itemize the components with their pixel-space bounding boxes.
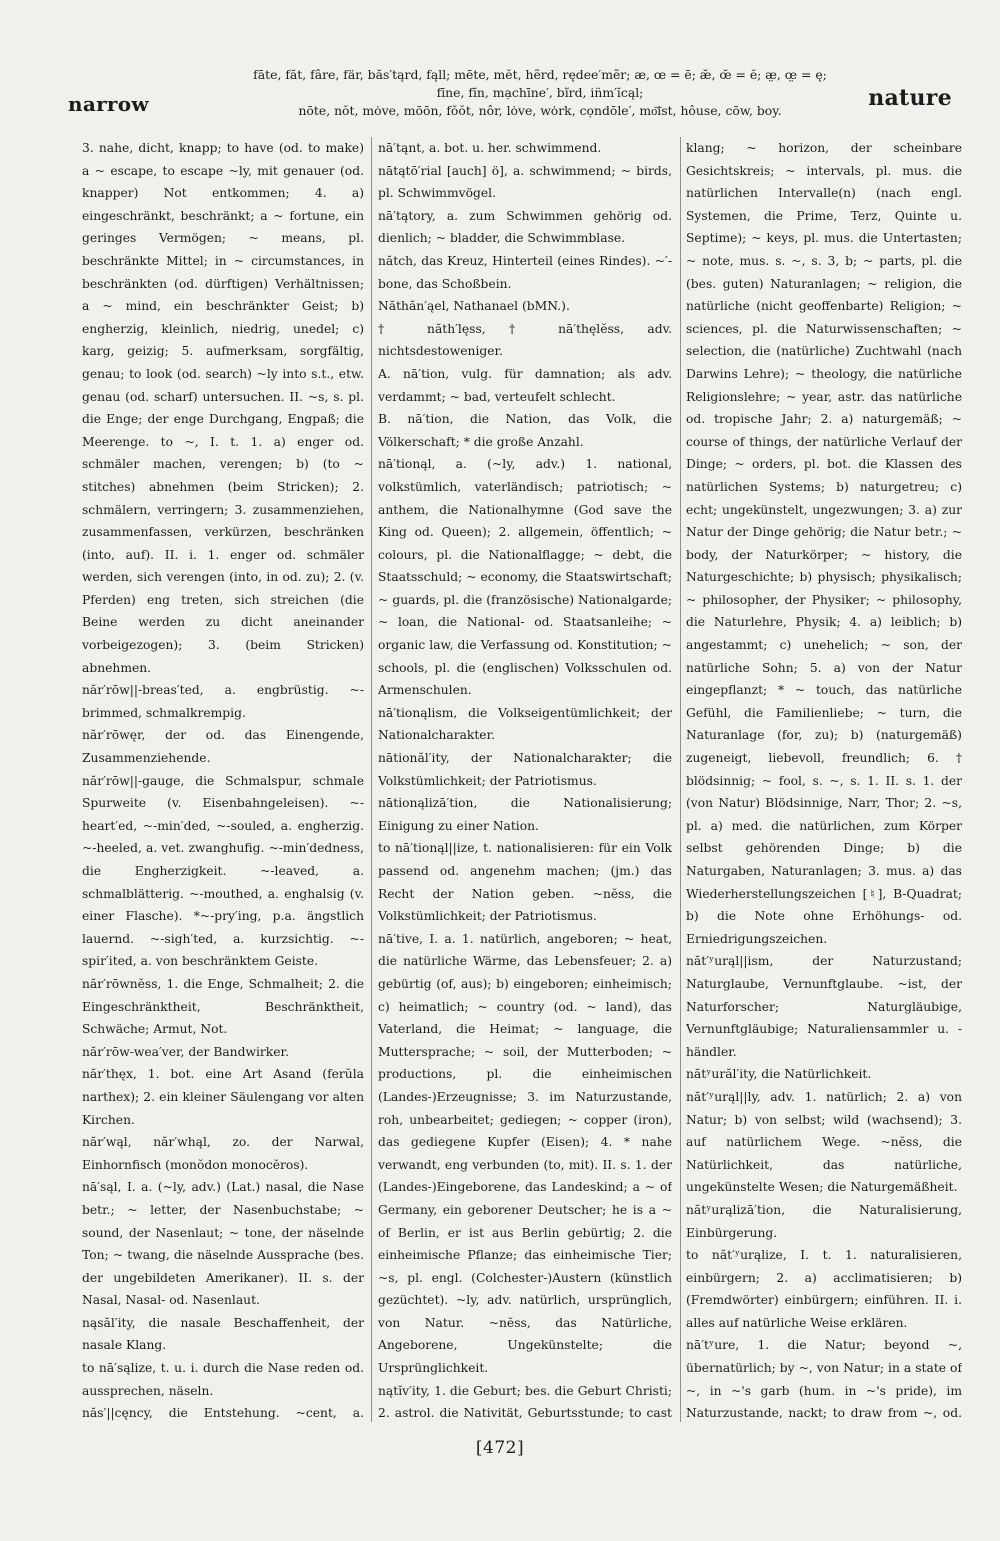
entry: năr′thęx, 1. bot. eine Art Asand (ferŭla narthex); 2. ein kleiner Säulengang vor alten Kirchen. <box>82 1067 364 1127</box>
column-left <box>82 137 364 1427</box>
entry: to nā′tionąl||ize, t. nationalisieren: für ein Volk passend od. angenehm machen; (jm.) das Recht der Nation geben. ~nĕss, die Volkstümlichkeit; der Patriotismus. <box>378 841 672 924</box>
pronunciation-key-line-1: fāte, făt, fâre, fär, băs′tąrd, fąll; mēte, mĕt, hẽrd, rędee′mẽr; æ, œ = ē; æ̆, œ̆ = ĕ; æ̤, œ̤ = ę; <box>253 67 827 82</box>
entry: 3. nahe, dicht, knapp; to have (od. to make) a ~ escape, to escape ~ly, mit genauer (od. knapper) Not entkommen; 4. a) eingeschränkt, beschränkt; a ~ fortune, ein geringes Vermögen; ~ means, pl. beschränkte Mittel; in ~ circumstances, in beschränkten (od. dürftigen) Verhältnissen; a ~ mind, ein beschränkter Geist; b) engherzig, kleinlich, niedrig, unedel; c) karg, geizig; 5. aufmerksam, sorgfältig, genau; to look (od. search) ~ly into s.t., etw. genau (od. scharf) untersuchen. II. ~s, s. pl. die Enge; der enge Durchgang, Engpaß; die Meerenge. to ~, I. t. 1. a) enger od. schmäler machen, verengen; b) (to ~ stitches) abnehmen (beim Stricken); 2. schmälern, verringern; 3. zusammenziehen, zusammenfassen, verkürzen, beschränken (into, auf). II. i. 1. enger od. schmäler werden, sich verengen (into, in od. zu); 2. (v. Pferden) eng treten, sich streichen (die Beine werden zu dicht aneinander vorbeigezogen); 3. (beim Stricken) abnehmen. <box>82 141 364 675</box>
entry: nātionăl′ity, der Nationalcharakter; die Volkstümlichkeit; der Patriotismus. <box>378 751 672 788</box>
entry: A. nā′tion, vulg. für damnation; als adv. verdammt; ~ bad, verteufelt schlecht. <box>378 366 672 404</box>
entry: nătʸurăl′ity, die Natürlichkeit. <box>686 1067 872 1082</box>
column-right <box>686 137 962 1427</box>
entry: nā′tʸure, 1. die Natur; beyond ~, übernatürlich; by ~, von Natur; in a state of ~, in ~'s garb (hum. in ~'s pride), im Naturzustande, nackt; to draw from ~, od. <box>686 1338 962 1421</box>
entry: nā′tątory, a. zum Schwimmen gehörig od. dienlich; ~ bladder, die Schwimmblase. <box>378 208 672 246</box>
entry: nątĭv′ity, 1. die Geburt; bes. die Geburt Christi; 2. astrol. die Nativität, Geburtsstunde; to cast <box>378 1383 672 1421</box>
entry: năr′rōwęr, der od. das Einengende, Zusammenziehende. <box>82 728 364 766</box>
entry: klang; ~ horizon, der scheinbare Gesichtskreis; ~ intervals, pl. mus. die natürlichen Intervalle(n) (nach engl. Systemen, die Prime, Terz, Quinte u. Septime); ~ keys, pl. mus. die Untertasten; ~ note, mus. s. ~, s. 3, b; ~ parts, pl. die (bes. guten) Naturanlagen; ~ religion, die natürliche (nicht geoffenbarte) Religion; ~ sciences, pl. die Naturwissenschaften; ~ selection, die (natürliche) Zuchtwahl (nach Darwins Lehre); ~ theology, die natürliche Religionslehre; ~ year, astr. das natürliche od. tropische Jahr; 2. a) naturgemäß; ~ course of things, der natürliche Verlauf der Dinge; ~ orders, pl. bot. die Klassen des natürlichen Systems; b) naturgetreu; c) echt; ungekünstelt, ungezwungen; 3. a) zur Natur der Dinge gehörig; die Natur betr.; ~ body, der Naturkörper; ~ history, die Naturgeschichte; b) physisch; physikalisch; ~ philosopher, der Physiker; ~ philosophy, die Naturlehre, Physik; 4. a) leiblich; b) angestammt; c) unehelich; ~ son, der natürliche Sohn; 5. a) von der Natur eingepflanzt; * ~ touch, das natürliche Gefühl, die Familienliebe; ~ turn, die Naturanlage (for, zu); b) (naturgemäß) zugeneigt, liebevoll, freundlich; 6. † blödsinnig; ~ fool, s. ~, s. 1. II. s. 1. der (von Natur) Blödsinnige, Narr, Thor; 2. ~s, pl. a) med. die natürlichen, zum Körper selbst gehörenden Dinge; b) die Naturgaben, Naturanlagen; 3. mus. a) das Wiederherstellungszeichen [♮], B-Quadrat; b) die Note ohne Erhöhungs- od. Erniedrigungszeichen. <box>686 141 962 946</box>
entry: B. nā′tion, die Nation, das Volk, die Völkerschaft; * die große Anzahl. <box>378 412 672 449</box>
right-guide-word: nature <box>868 85 952 111</box>
entry: nătch, das Kreuz, Hinterteil (eines Rindes). ~′-bone, das Schoßbein. <box>378 253 672 291</box>
entry: năr′wąl, năr′whąl, zo. der Narwal, Einhornfisch (monŏdon monocĕros). <box>82 1135 364 1172</box>
page-number: [472] <box>475 1438 525 1458</box>
column-middle <box>378 137 672 1427</box>
entry: năr′rōw||-breas′ted, a. engbrüstig. ~-brimmed, schmalkrempig. <box>82 683 364 720</box>
entry: năr′rōwnĕss, 1. die Enge, Schmalheit; 2. die Eingeschränktheit, Beschränktheit, Schwäche; Armut, Not. <box>82 976 364 1037</box>
entry: Năthăn′ąel, Nathanael (bMN.). <box>378 299 570 314</box>
entry: năr′rōw||-gauge, die Schmalspur, schmale Spurweite (v. Eisenbahngeleisen). ~-heart′ed, ~-min′ded, ~-souled, a. engherzig. ~-heeled, a. vet. zwanghufig. ~-min′dedness, die Engherzigkeit. ~-leaved, a. schmalblätterig. ~-mouthed, a. enghalsig (v. einer Flasche). *~-pry′ing, p.a. ängstlich lauernd. ~-sigh′ted, a. kurzsichtig. ~-spir′ited, a. von beschränktem Geiste. <box>82 773 364 969</box>
entry: nąsăl′ity, die nasale Beschaffenheit, der nasale Klang. <box>82 1315 364 1353</box>
entry: năt′ʸurąl||ism, der Naturzustand; Naturglaube, Vernunftglaube. ~ist, der Naturforscher; Naturgläubige, Vernunftgläubige; Naturaliensammler u. -händler. <box>686 954 962 1059</box>
entry: nătʸurąlizā′tion, die Naturalisierung, Einbürgerung. <box>686 1202 962 1240</box>
entry: nā′tionąl, a. (~ly, adv.) 1. national, volkstümlich, vaterländisch; patriotisch; ~ anthem, die Nationalhymne (God save the King od. Queen); 2. allgemein, öffentlich; ~ colours, pl. die Nationalflagge; ~ debt, die Staatsschuld; ~ economy, die Staatswirtschaft; ~ guards, pl. die (französische) Nationalgarde; ~ loan, die National- od. Staatsanleihe; ~ organic law, die Verfassung od. Konstitution; ~ schools, pl. die (englischen) Volksschulen od. Armenschulen. <box>378 457 672 698</box>
entry: nā′sąl, I. a. (~ly, adv.) (Lat.) nasal, die Nase betr.; ~ letter, der Nasenbuchstabe; ~ sound, der Nasenlaut; ~ tone, der näselnde Ton; ~ twang, die näselnde Aussprache (bes. der ungebildeten Amerikaner). II. s. der Nasal, Nasal- od. Nasenlaut. <box>82 1180 364 1308</box>
entry: to nā′sąlize, t. u. i. durch die Nase reden od. aussprechen, näseln. <box>82 1361 364 1398</box>
entry: năs′||cęncy, die Entstehung. ~cent, a. <box>82 1406 364 1421</box>
entry: năr′rōw-wea′ver, der Bandwirker. <box>82 1044 289 1059</box>
pronunciation-key-line-3: nōte, nŏt, mȯve, mōōn, fŏŏt, nôr, lȯve, wȯrk, cọndōle′, mo͞ist, hôuse, cōw, boy. <box>298 103 782 118</box>
pronunciation-key-line-2: fīne, fĭn, mạchīne′, bĩrd, in̈m′ĭcąl; <box>436 85 644 100</box>
entry: † năth′lęss, † nā′thęlĕss, adv. nichtsdestoweniger. <box>378 321 672 359</box>
entry: nā′tionąlism, die Volkseigentümlichkeit; der Nationalcharakter. <box>378 705 672 743</box>
entry: nā′tive, I. a. 1. natürlich, angeboren; ~ heat, die natürliche Wärme, das Lebensfeuer; 2. a) gebürtig (of, aus); b) eingeboren; einheimisch; c) heimatlich; ~ country (od. ~ land), das Vaterland, die Heimat; ~ language, die Muttersprache; ~ soil, der Mutterboden; ~ productions, pl. die einheimischen (Landes-)Erzeugnisse; 3. im Naturzustande, roh, unbearbeitet; gediegen; ~ copper (iron), das gediegene Kupfer (Eisen); 4. * nahe verwandt, eng verbunden (to, mit). II. s. 1. der (Landes-)Eingeborene, das Landeskind; a ~ of Germany, ein geborener Deutscher; he is a ~ of Berlin, er ist aus Berlin gebürtig; 2. die einheimische Pflanze; das einheimische Tier; ~s, pl. engl. (Colchester-)Austern (künstlich gezüchtet). ~ly, adv. natürlich, ursprünglich, von Natur. ~nĕss, das Natürliche, Angeborene, Ungekünstelte; die Ursprünglichkeit. <box>378 931 672 1376</box>
entry: năt′ʸurąl||ly, adv. 1. natürlich; 2. a) von Natur; b) von selbst; wild (wachsend); 3. auf natürlichem Wege. ~nĕss, die Natürlichkeit, das natürliche, ungekünstelte Wesen; die Naturgemäßheit. <box>686 1089 962 1195</box>
dictionary-body <box>82 137 962 1427</box>
entry: nātionąlizā′tion, die Nationalisierung; Einigung zu einer Nation. <box>378 796 672 833</box>
entry: nā′tąnt, a. bot. u. her. schwimmend. <box>378 141 602 155</box>
entry: nātątō′rial [auch] ö], a. schwimmend; ~ birds, pl. Schwimmvögel. <box>378 163 672 201</box>
left-guide-word: narrow <box>68 92 149 116</box>
page-header <box>0 0 1000 125</box>
entry: to năt′ʸurąlize, I. t. 1. naturalisieren, einbürgern; 2. a) acclimatisieren; b) (Fremdwörter) einbürgern; einführen. II. i. alles auf natürliche Weise erklären. <box>686 1248 962 1330</box>
